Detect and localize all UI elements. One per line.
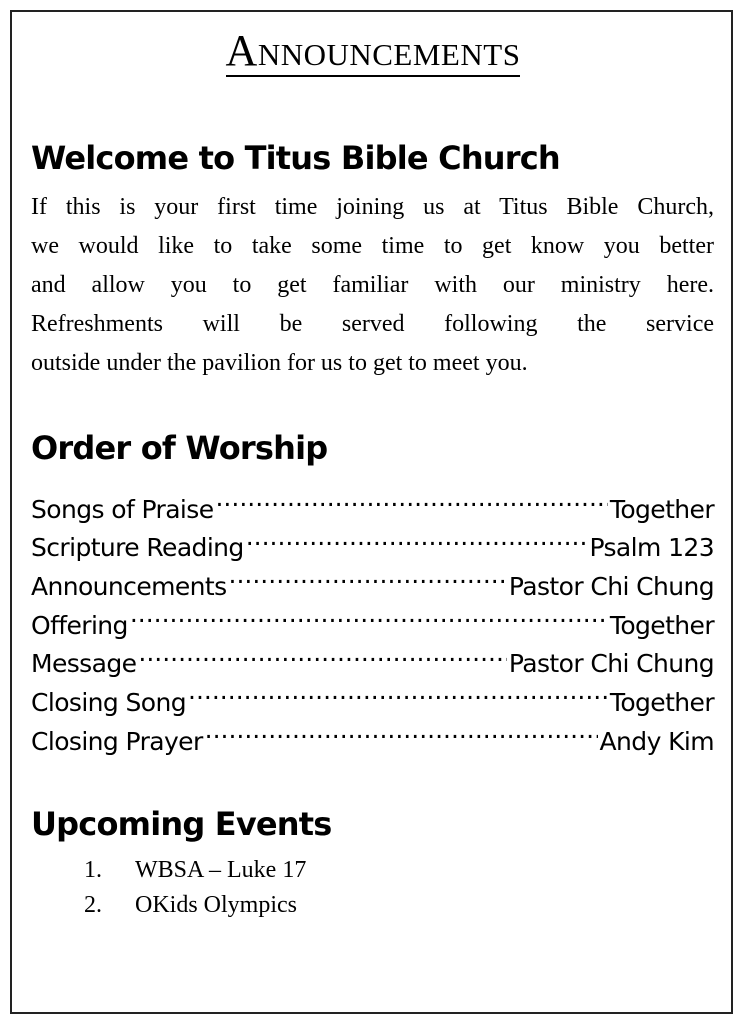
dot-leader [215,479,607,518]
worship-item: Announcements [31,572,227,602]
welcome-heading: Welcome to Titus Bible Church [31,139,560,177]
worship-leader-name: Together [609,610,714,640]
worship-item: Message [31,649,137,679]
worship-leader-name: Andy Kim [599,726,714,756]
dot-leader [130,595,608,634]
welcome-paragraph [31,188,714,383]
dot-leader [229,556,507,595]
list-item [84,853,306,888]
upcoming-events-list [84,853,306,923]
page-title-text: Announcements [225,26,521,75]
list-item [84,888,306,923]
list-item-text: OKids Olympics [135,892,297,918]
worship-item: Closing Prayer [31,726,203,756]
dot-leader [205,711,598,750]
worship-leader-name: Psalm 123 [589,533,714,563]
worship-item: Closing Song [31,688,187,718]
welcome-line: outside under the pavilion for us to get to meet you. [31,350,528,376]
upcoming-events-heading: Upcoming Events [31,805,332,843]
welcome-line: and allow you to get familiar with our ministry here. [31,272,714,298]
welcome-line: we would like to take some time to get know you better [31,233,714,259]
list-item-text: WBSA – Luke 17 [135,857,307,883]
list-item-number: 1. [84,857,102,883]
dot-leader [188,672,608,711]
worship-row [31,479,714,524]
welcome-line: If this is your first time joining us at Titus Bible Church, [31,194,714,220]
worship-leader-name: Pastor Chi Chung [508,649,714,679]
order-of-worship-heading: Order of Worship [31,429,328,467]
worship-item: Songs of Praise [31,494,214,524]
dot-leader [138,634,507,673]
worship-leader-name: Together [609,688,714,718]
worship-item: Offering [31,610,128,640]
page-title [0,24,746,78]
worship-leader-name: Pastor Chi Chung [508,572,714,602]
order-of-worship-list [31,479,714,756]
worship-leader-name: Together [609,494,714,524]
worship-item: Scripture Reading [31,533,244,563]
list-item-number: 2. [84,892,102,918]
welcome-line: Refreshments will be served following the service [31,311,714,337]
dot-leader [246,518,588,557]
